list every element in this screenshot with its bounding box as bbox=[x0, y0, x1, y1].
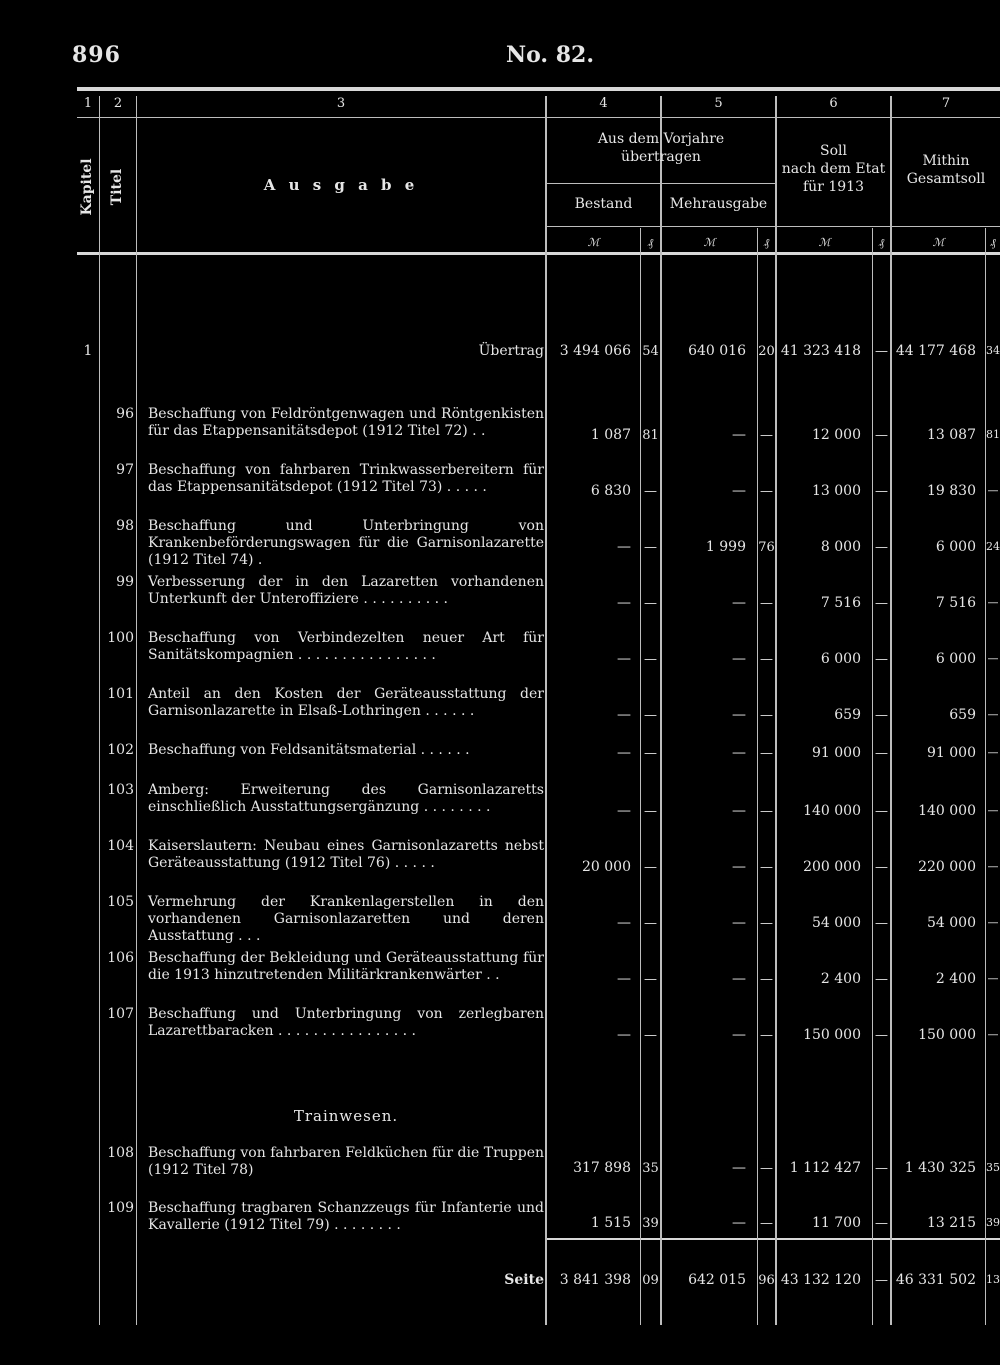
ausgabe-header: A u s g a b e bbox=[263, 176, 419, 194]
soll-pf: — bbox=[875, 484, 888, 499]
mehr-mark: — bbox=[732, 707, 746, 723]
soll-pf: — bbox=[875, 972, 888, 987]
titel-number: 101 bbox=[107, 686, 134, 702]
kapitel-number: 1 bbox=[83, 343, 93, 359]
bestand-pf: — bbox=[644, 652, 657, 667]
gesamt-mark: 2 400 bbox=[935, 971, 976, 987]
colnum-rule bbox=[77, 117, 1000, 118]
mehr-pf: — bbox=[760, 652, 773, 667]
unit-mark: ℳ bbox=[703, 236, 716, 249]
soll-pf: — bbox=[875, 428, 888, 443]
titel-number: 100 bbox=[107, 630, 134, 646]
colnum: 5 bbox=[714, 96, 723, 111]
titel-number: 104 bbox=[107, 838, 134, 854]
gesamt-mark: 46 331 502 bbox=[895, 1272, 976, 1288]
soll-mark: 200 000 bbox=[803, 859, 861, 875]
unit-mark: ℳ bbox=[932, 236, 945, 249]
gesamt-mark: 140 000 bbox=[918, 803, 976, 819]
mehr-mark: — bbox=[732, 1160, 746, 1176]
bestand-mark: 3 841 398 bbox=[559, 1272, 631, 1288]
mehr-mark: — bbox=[732, 427, 746, 443]
titel-number: 106 bbox=[107, 950, 134, 966]
mehr-pf: — bbox=[760, 746, 773, 761]
soll-pf: — bbox=[875, 708, 888, 723]
mehr-pf: — bbox=[760, 484, 773, 499]
bestand-mark: — bbox=[617, 595, 631, 611]
titel-number: 102 bbox=[107, 742, 134, 758]
gesamt-mark: 7 516 bbox=[935, 595, 976, 611]
colnum: 3 bbox=[336, 96, 346, 111]
row-description: Beschaffung von Verbindezelten neuer Art für Sanitätskompagnien . . . . . . . . . . . . . . . . bbox=[148, 630, 544, 663]
gesamt-pf: — bbox=[987, 708, 999, 721]
soll-mark: 6 000 bbox=[820, 651, 861, 667]
bestand-mark: 6 830 bbox=[590, 483, 631, 499]
gesamt-pf: — bbox=[987, 596, 999, 609]
gesamt-pf: 13 bbox=[986, 1273, 1000, 1286]
bestand-mark: — bbox=[617, 803, 631, 819]
row-description: Vermehrung der Krankenlagerstellen in den vorhandenen Garnisonlazaretten und deren Ausstattung . . . bbox=[148, 894, 544, 944]
mehr-mark: — bbox=[732, 915, 746, 931]
bestand-pf: 35 bbox=[642, 1161, 659, 1176]
gesamt-mark: 19 830 bbox=[927, 483, 976, 499]
gesamt-pf: — bbox=[987, 746, 999, 759]
colnum: 6 bbox=[829, 96, 838, 111]
bestand-mark: — bbox=[617, 971, 631, 987]
gesamt-pf: — bbox=[987, 916, 999, 929]
table-top-rule bbox=[77, 87, 1000, 91]
mehr-mark: — bbox=[732, 745, 746, 761]
soll-mark: 41 323 418 bbox=[780, 343, 861, 359]
document-number: No. 82. bbox=[506, 42, 594, 68]
mehr-mark: 642 015 bbox=[688, 1272, 746, 1288]
unit-rule bbox=[545, 226, 1000, 227]
soll-pf: — bbox=[875, 596, 888, 611]
bestand-mark: — bbox=[617, 745, 631, 761]
mehr-pf: — bbox=[760, 596, 773, 611]
soll-mark: 13 000 bbox=[812, 483, 861, 499]
soll-pf: — bbox=[875, 1273, 888, 1288]
gesamt-pf: — bbox=[987, 484, 999, 497]
mehr-mark: 640 016 bbox=[688, 343, 746, 359]
soll-mark: 8 000 bbox=[820, 539, 861, 555]
gesamt-pf: — bbox=[987, 804, 999, 817]
gesamt-mark: 13 215 bbox=[927, 1215, 976, 1231]
gesamt-pf: 24 bbox=[986, 540, 1000, 553]
uebertrag-label: Übertrag bbox=[478, 343, 544, 359]
soll-mark: 1 112 427 bbox=[789, 1160, 861, 1176]
titel-number: 98 bbox=[116, 518, 134, 534]
bestand-mark: — bbox=[617, 915, 631, 931]
bestand-mark: — bbox=[617, 651, 631, 667]
soll-pf: — bbox=[875, 916, 888, 931]
mehr-mark: 1 999 bbox=[705, 539, 746, 555]
bestand-pf: — bbox=[644, 916, 657, 931]
mehr-mark: — bbox=[732, 483, 746, 499]
bestand-pf: — bbox=[644, 540, 657, 555]
mehr-mark: — bbox=[732, 859, 746, 875]
row-description: Beschaffung und Unterbringung von zerlegbaren Lazarettbaracken . . . . . . . . . . . . . . . . bbox=[148, 1006, 544, 1039]
soll-pf: — bbox=[875, 1028, 888, 1043]
mehr-mark: — bbox=[732, 803, 746, 819]
gesamt-mark: 13 087 bbox=[927, 427, 976, 443]
colnum: 7 bbox=[941, 96, 951, 111]
soll-pf: — bbox=[875, 860, 888, 875]
bestand-pf: 81 bbox=[642, 428, 659, 443]
header-bottom-rule bbox=[77, 252, 1000, 255]
row-description: Beschaffung der Bekleidung und Geräteausstattung für die 1913 hinzutretenden Militärkrankenwärter . . bbox=[148, 950, 544, 983]
bestand-pf: — bbox=[644, 1028, 657, 1043]
gesamt-pf: 39 bbox=[986, 1216, 1000, 1229]
titel-number: 103 bbox=[107, 782, 134, 798]
mehr-pf: — bbox=[760, 1216, 773, 1231]
colnum: 2 bbox=[113, 96, 123, 111]
row-description: Beschaffung und Unterbringung von Krankenbeförderungswagen für die Garnisonlazarette (1912 Titel 74) . bbox=[148, 518, 544, 568]
mehr-pf: 20 bbox=[758, 344, 775, 359]
gesamt-mark: 659 bbox=[949, 707, 976, 723]
mehr-mark: — bbox=[732, 595, 746, 611]
soll-mark: 2 400 bbox=[820, 971, 861, 987]
soll-mark: 7 516 bbox=[820, 595, 861, 611]
gesamtsoll-header: Mithin Gesamtsoll bbox=[906, 153, 986, 187]
colnum: 4 bbox=[599, 96, 608, 111]
mehr-pf: 76 bbox=[758, 540, 775, 555]
soll-mark: 43 132 120 bbox=[780, 1272, 861, 1288]
soll-mark: 140 000 bbox=[803, 803, 861, 819]
soll-header: Soll nach dem Etat für 1913 bbox=[781, 143, 886, 195]
unit-pf: ₰ bbox=[878, 236, 885, 249]
row-description: Anteil an den Kosten der Geräteausstattung der Garnisonlazarette in Elsaß-Lothringen . . . . . . bbox=[148, 686, 544, 719]
bestand-pf: — bbox=[644, 596, 657, 611]
row-description: Beschaffung von Feldsanitätsmaterial . . . . . . bbox=[148, 742, 470, 758]
bestand-mark: 317 898 bbox=[573, 1160, 631, 1176]
soll-pf: — bbox=[875, 746, 888, 761]
mehr-mark: — bbox=[732, 1215, 746, 1231]
titel-number: 97 bbox=[116, 462, 134, 478]
bestand-pf: — bbox=[644, 860, 657, 875]
soll-pf: — bbox=[875, 652, 888, 667]
page-number: 896 bbox=[72, 42, 121, 68]
titel-number: 109 bbox=[107, 1200, 134, 1216]
gesamt-mark: 54 000 bbox=[927, 915, 976, 931]
gesamt-pf: 34 bbox=[986, 344, 1000, 357]
titel-number: 108 bbox=[107, 1145, 134, 1161]
soll-pf: — bbox=[875, 804, 888, 819]
soll-pf: — bbox=[875, 540, 888, 555]
kapitel-header: Kapitel bbox=[79, 158, 95, 216]
bestand-pf: — bbox=[644, 972, 657, 987]
mehr-pf: — bbox=[760, 804, 773, 819]
row-description: Kaiserslautern: Neubau eines Garnisonlazaretts nebst Geräteausstattung (1912 Titel 76) . . . . . bbox=[148, 838, 544, 871]
colnum: 1 bbox=[83, 96, 93, 111]
bestand-mark: 3 494 066 bbox=[559, 343, 631, 359]
gesamt-mark: 220 000 bbox=[918, 859, 976, 875]
bestand-pf: — bbox=[644, 708, 657, 723]
titel-number: 96 bbox=[116, 406, 134, 422]
row-description: Beschaffung von fahrbaren Feldküchen für die Truppen (1912 Titel 78) bbox=[148, 1145, 544, 1178]
bestand-pf: 09 bbox=[642, 1273, 659, 1288]
mehr-pf: — bbox=[760, 708, 773, 723]
titel-number: 99 bbox=[116, 574, 134, 590]
titel-number: 107 bbox=[107, 1006, 134, 1022]
gesamt-pf: — bbox=[987, 652, 999, 665]
col-divider bbox=[136, 96, 137, 1325]
bestand-pf: 39 bbox=[642, 1216, 659, 1231]
gesamt-mark: 44 177 468 bbox=[895, 343, 976, 359]
mehr-pf: — bbox=[760, 916, 773, 931]
gesamt-mark: 6 000 bbox=[935, 651, 976, 667]
mehr-mark: — bbox=[732, 1027, 746, 1043]
mehr-pf: — bbox=[760, 972, 773, 987]
bestand-pf: 54 bbox=[642, 344, 659, 359]
mehr-mark: — bbox=[732, 971, 746, 987]
mehr-pf: — bbox=[760, 1028, 773, 1043]
unit-mark: ℳ bbox=[587, 236, 600, 249]
gesamt-mark: 91 000 bbox=[927, 745, 976, 761]
titel-number: 105 bbox=[107, 894, 134, 910]
section-trainwesen: Trainwesen. bbox=[293, 1107, 399, 1125]
unit-pf: ₰ bbox=[763, 236, 770, 249]
gesamt-pf: — bbox=[987, 1028, 999, 1041]
gesamt-mark: 6 000 bbox=[935, 539, 976, 555]
bestand-mark: 1 515 bbox=[590, 1215, 631, 1231]
soll-mark: 150 000 bbox=[803, 1027, 861, 1043]
gesamt-mark: 1 430 325 bbox=[904, 1160, 976, 1176]
soll-pf: — bbox=[875, 1161, 888, 1176]
soll-pf: — bbox=[875, 1216, 888, 1231]
seite-label: Seite bbox=[504, 1272, 544, 1288]
bestand-mark: — bbox=[617, 707, 631, 723]
col-divider bbox=[99, 96, 100, 1325]
gesamt-mark: 150 000 bbox=[918, 1027, 976, 1043]
row-description: Beschaffung tragbaren Schanzzeugs für Infanterie und Kavallerie (1912 Titel 79) . . . . . . . . bbox=[148, 1200, 544, 1233]
bestand-mark: 1 087 bbox=[590, 427, 631, 443]
mehr-pf: — bbox=[760, 860, 773, 875]
row-description: Beschaffung von fahrbaren Trinkwasserbereitern für das Etappensanitätsdepot (1912 Titel 73) . . . . . bbox=[148, 462, 544, 495]
bestand-pf: — bbox=[644, 484, 657, 499]
unit-mark: ℳ bbox=[818, 236, 831, 249]
row-description: Verbesserung der in den Lazaretten vorhandenen Unterkunft der Unteroffiziere . . . . . . . . . . bbox=[148, 574, 544, 607]
soll-pf: — bbox=[875, 344, 888, 359]
titel-header: Titel bbox=[109, 168, 125, 206]
unit-pf: ₰ bbox=[647, 236, 654, 249]
soll-mark: 12 000 bbox=[812, 427, 861, 443]
bestand-header: Bestand bbox=[574, 196, 633, 212]
mehr-pf: — bbox=[760, 1161, 773, 1176]
gesamt-pf: — bbox=[987, 972, 999, 985]
gesamt-pf: 81 bbox=[986, 428, 1000, 441]
sum-rule bbox=[545, 1238, 1000, 1240]
soll-mark: 11 700 bbox=[812, 1215, 861, 1231]
bestand-pf: — bbox=[644, 804, 657, 819]
vorjahr-header: Aus dem Vorjahre übertragen bbox=[597, 131, 725, 165]
mehrausgabe-header: Mehrausgabe bbox=[669, 196, 768, 212]
gesamt-pf: — bbox=[987, 860, 999, 873]
bestand-mark: 20 000 bbox=[582, 859, 631, 875]
gesamt-pf: 35 bbox=[986, 1161, 1000, 1174]
mehr-pf: — bbox=[760, 428, 773, 443]
bestand-mark: — bbox=[617, 539, 631, 555]
row-description: Amberg: Erweiterung des Garnisonlazaretts einschließlich Ausstattungsergänzung . . . . . . . . bbox=[148, 782, 544, 815]
unit-pf: ₰ bbox=[990, 236, 996, 249]
soll-mark: 659 bbox=[834, 707, 861, 723]
bestand-mark: — bbox=[617, 1027, 631, 1043]
soll-mark: 54 000 bbox=[812, 915, 861, 931]
mehr-mark: — bbox=[732, 651, 746, 667]
row-description: Beschaffung von Feldröntgenwagen und Röntgenkisten für das Etappensanitätsdepot (1912 Titel 72) . . bbox=[148, 406, 544, 439]
bestand-pf: — bbox=[644, 746, 657, 761]
mehr-pf: 96 bbox=[758, 1273, 775, 1288]
soll-mark: 91 000 bbox=[812, 745, 861, 761]
